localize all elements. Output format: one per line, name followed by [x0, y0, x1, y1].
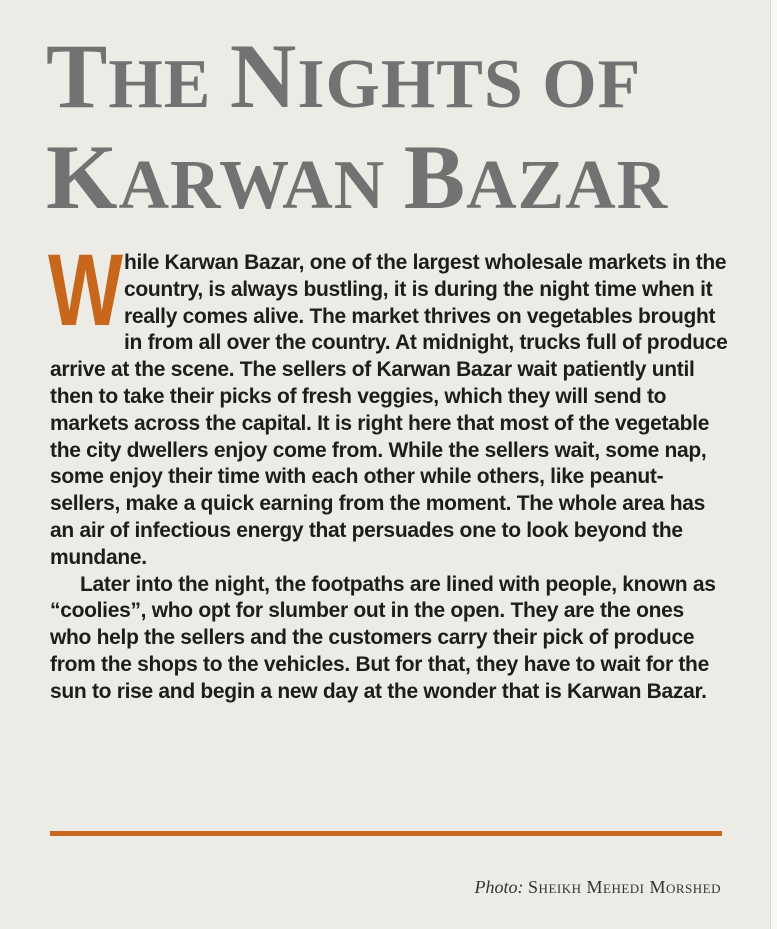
- title-line-2: KARWAN BAZAR: [46, 126, 669, 228]
- photo-credit-label: Photo:: [474, 877, 524, 897]
- article-body: [48, 233, 730, 706]
- paragraph-2: Later into the night, the footpaths are lined with people, known as “coolies”, who opt for slumber out in the open. They are the ones who help the sellers and the customers carry their pick of produce from the shops to the vehicles. But for that, they have to wait for the sun to rise and begin a new day at the wonder that is Karwan Bazar.: [50, 572, 716, 703]
- paragraph-1: [48, 233, 730, 572]
- page-edge: [770, 0, 777, 929]
- title-line-1: THE NIGHTS OF: [46, 25, 642, 127]
- drop-cap: W: [48, 233, 120, 347]
- photo-credit-name: Sheikh Mehedi Morshed: [528, 877, 721, 897]
- photo-credit: [475, 877, 721, 898]
- divider-rule: [50, 831, 722, 836]
- paragraph-1-text: hile Karwan Bazar, one of the largest wholesale markets in the country, is always bustling, it is during the night time when it really comes alive. The market thrives on vegetables brought in from all over the country. At midnight, trucks full of produce arrive at the scene. The sellers of Karwan Bazar wait patiently until then to take their picks of fresh veggies, which they will send to markets across the capital. It is right here that most of the vegetable the city dwellers enjoy come from. While the sellers wait, some nap, some enjoy their time with each other while others, like peanut-sellers, make a quick earning from the moment. The whole area has an air of infectious energy that persuades one to look beyond the mundane.: [50, 251, 728, 569]
- article-title: [46, 25, 746, 232]
